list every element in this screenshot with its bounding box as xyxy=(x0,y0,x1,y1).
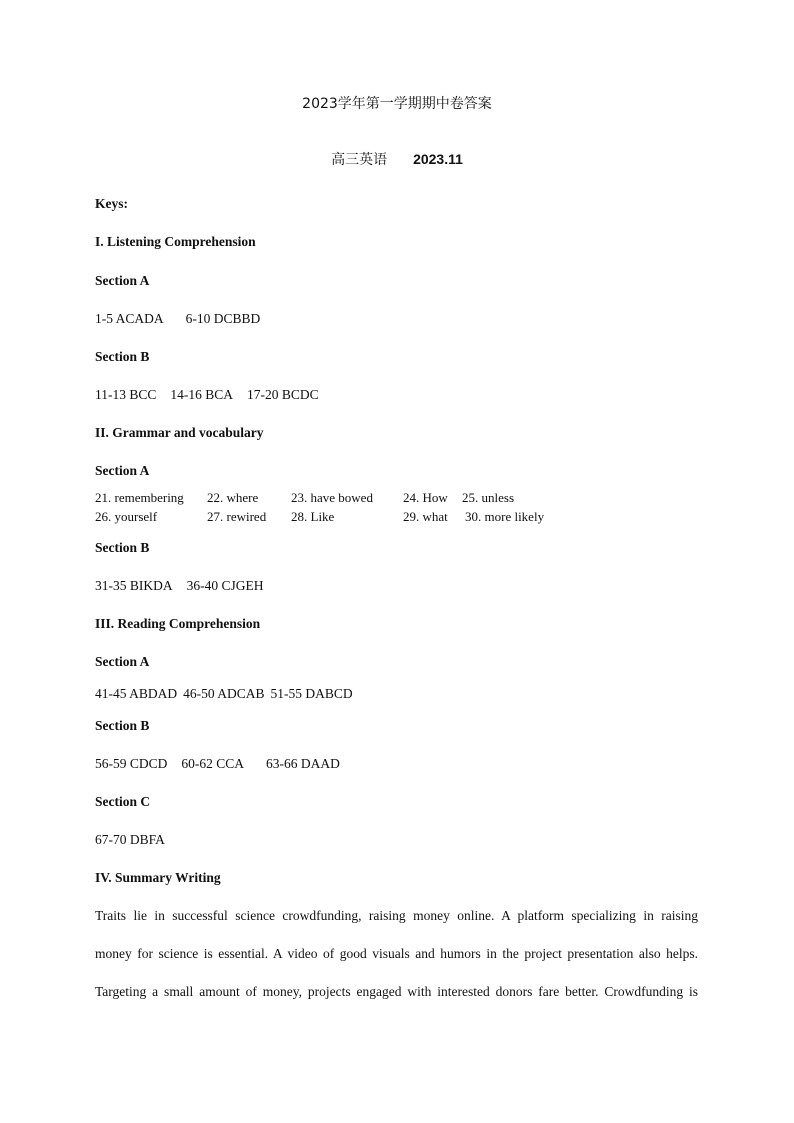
grammar-answer: 21. remembering xyxy=(95,490,184,505)
grammar-answer: 30. more likely xyxy=(465,509,545,524)
answer-group: 46-50 ADCAB xyxy=(183,686,265,701)
answer-group: 11-13 BCC xyxy=(95,387,157,402)
grammar-answer: 29. what xyxy=(403,509,448,524)
answer-group: 6-10 DCBBD xyxy=(185,311,261,326)
answer-group: 63-66 DAAD xyxy=(266,756,340,771)
grade-subject: 高三英语 xyxy=(331,152,388,168)
answer-group: 36-40 CJGEH xyxy=(186,578,264,593)
part4-heading: IV. Summary Writing xyxy=(95,870,221,885)
part2-sectionB-answers xyxy=(95,578,264,594)
summary-line: Targeting a small amount of money, projects engaged with interested donors fare better. Crowdfunding is xyxy=(95,984,698,999)
summary-line: Traits lie in successful science crowdfunding, raising money online. A platform specializing in raising xyxy=(95,908,698,923)
grammar-answer: 23. have bowed xyxy=(291,490,373,505)
grammar-answer: 22. where xyxy=(207,490,259,505)
grammar-answer: 26. yourself xyxy=(95,509,158,524)
grammar-answer: 27. rewired xyxy=(207,509,267,524)
grammar-answer: 24. How xyxy=(403,490,448,505)
exam-date: 2023.11 xyxy=(413,151,463,167)
part1-heading: I. Listening Comprehension xyxy=(95,234,256,249)
page-title: 2023学年第一学期期中卷答案 xyxy=(302,96,492,112)
part1-sectionB-label: Section B xyxy=(95,349,150,364)
answer-group: 14-16 BCA xyxy=(170,387,234,402)
part3-sectionB-label: Section B xyxy=(95,718,150,733)
summary-line: money for science is essential. A video of good visuals and humors in the project presentation also helps. xyxy=(95,946,698,961)
answer-group: 1-5 ACADA xyxy=(95,311,164,326)
part1-sectionA-answers xyxy=(95,311,260,327)
part2-heading: II. Grammar and vocabulary xyxy=(95,425,264,440)
answer-group: 56-59 CDCD xyxy=(95,756,168,771)
part1-sectionB-answers xyxy=(95,387,319,403)
grammar-answer: 25. unless xyxy=(462,490,514,505)
answer-group: 31-35 BIKDA xyxy=(95,578,173,593)
part3-sectionC-label: Section C xyxy=(95,794,151,809)
answer-group: 41-45 ABDAD xyxy=(95,686,178,701)
part1-sectionA-label: Section A xyxy=(95,273,150,288)
part2-sectionA-label: Section A xyxy=(95,463,150,478)
part3-sectionA-label: Section A xyxy=(95,654,150,669)
answer-group: 17-20 BCDC xyxy=(247,387,319,402)
grammar-answer: 28. Like xyxy=(291,509,335,524)
part3-sectionC-answers xyxy=(95,832,165,848)
part3-sectionB-answers xyxy=(95,756,340,772)
page-subtitle xyxy=(0,149,794,169)
answer-group: 67-70 DBFA xyxy=(95,832,165,847)
part2-sectionB-label: Section B xyxy=(95,540,150,555)
part3-heading: III. Reading Comprehension xyxy=(95,616,261,631)
keys-label: Keys: xyxy=(95,196,128,211)
answer-group: 51-55 DABCD xyxy=(270,686,353,701)
part3-sectionA-answers xyxy=(95,686,353,702)
answer-group: 60-62 CCA xyxy=(181,756,245,771)
